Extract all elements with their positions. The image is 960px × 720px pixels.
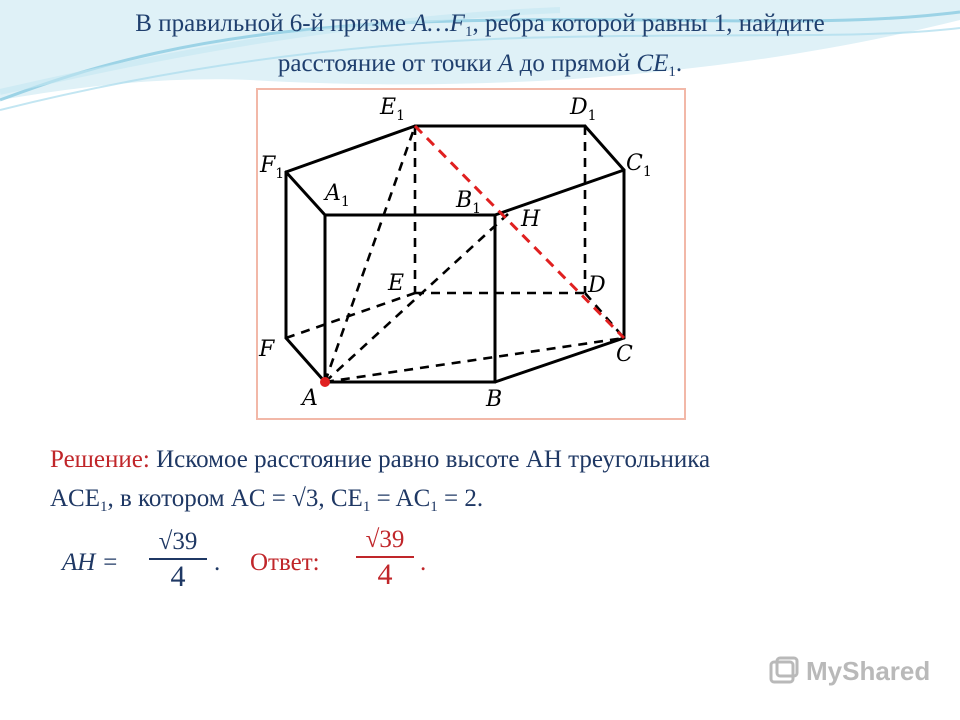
segment-ah [325, 214, 508, 382]
answer-label: Ответ: [250, 549, 320, 576]
label-f1: $F_1$ [260, 153, 285, 182]
label-f: F [259, 337, 275, 362]
prism-figure [256, 88, 686, 420]
solution-line-2: $ACE_1$, в котором AC = √3, $CE_1 = AC_1 = 2$. [50, 485, 484, 515]
ah-denominator: 4 [170, 560, 186, 593]
watermark-text: MyShared [806, 656, 931, 686]
ah-period: . [214, 549, 221, 576]
edge-a1f1 [286, 172, 325, 215]
edge-d1c1 [585, 126, 624, 170]
answer-period: . [420, 549, 427, 576]
answer-numerator: √39 [365, 526, 405, 553]
problem-title-line-1: В правильной 6-й призме $A\dots F_1$, ребра которой равны 1, найдите [135, 10, 825, 40]
label-a: A [302, 386, 318, 411]
point-a-marker [320, 377, 330, 387]
label-e: E [388, 271, 405, 296]
label-b: B [486, 387, 503, 412]
label-d1: $D_1$ [570, 95, 597, 124]
answer-denominator: 4 [377, 558, 393, 591]
answer-fraction [352, 526, 418, 592]
edge-fa [286, 338, 325, 382]
edge-f1e1 [286, 126, 415, 172]
edge-c1b1 [495, 170, 624, 215]
solution-heading: Решение: [50, 446, 150, 473]
ah-fraction [145, 528, 211, 594]
watermark-icon [768, 656, 800, 686]
label-c1: $C_1$ [626, 151, 652, 180]
label-h: H [521, 207, 541, 232]
ah-label: AH = [62, 549, 119, 576]
watermark-logo [768, 656, 931, 688]
segment-ce1-highlight [415, 126, 624, 338]
label-b1: $B_1$ [456, 188, 482, 217]
label-d: D [588, 273, 606, 298]
label-e1: $E_1$ [380, 95, 405, 124]
edge-dc-hidden [585, 293, 624, 338]
figure-frame [257, 89, 685, 419]
edge-bc [495, 338, 624, 382]
problem-title-line-2: расстояние от точки A до прямой $CE_1$. [277, 50, 683, 80]
label-c: C [616, 342, 633, 367]
solution-line-1: Решение: Искомое расстояние равно высоте AH треугольника [50, 446, 711, 473]
sqrt-3: √3 [292, 485, 319, 512]
ah-numerator: √39 [158, 528, 198, 555]
segment-ae1 [325, 126, 415, 382]
label-a1: $A_1$ [325, 181, 350, 210]
segment-ac [325, 338, 624, 382]
